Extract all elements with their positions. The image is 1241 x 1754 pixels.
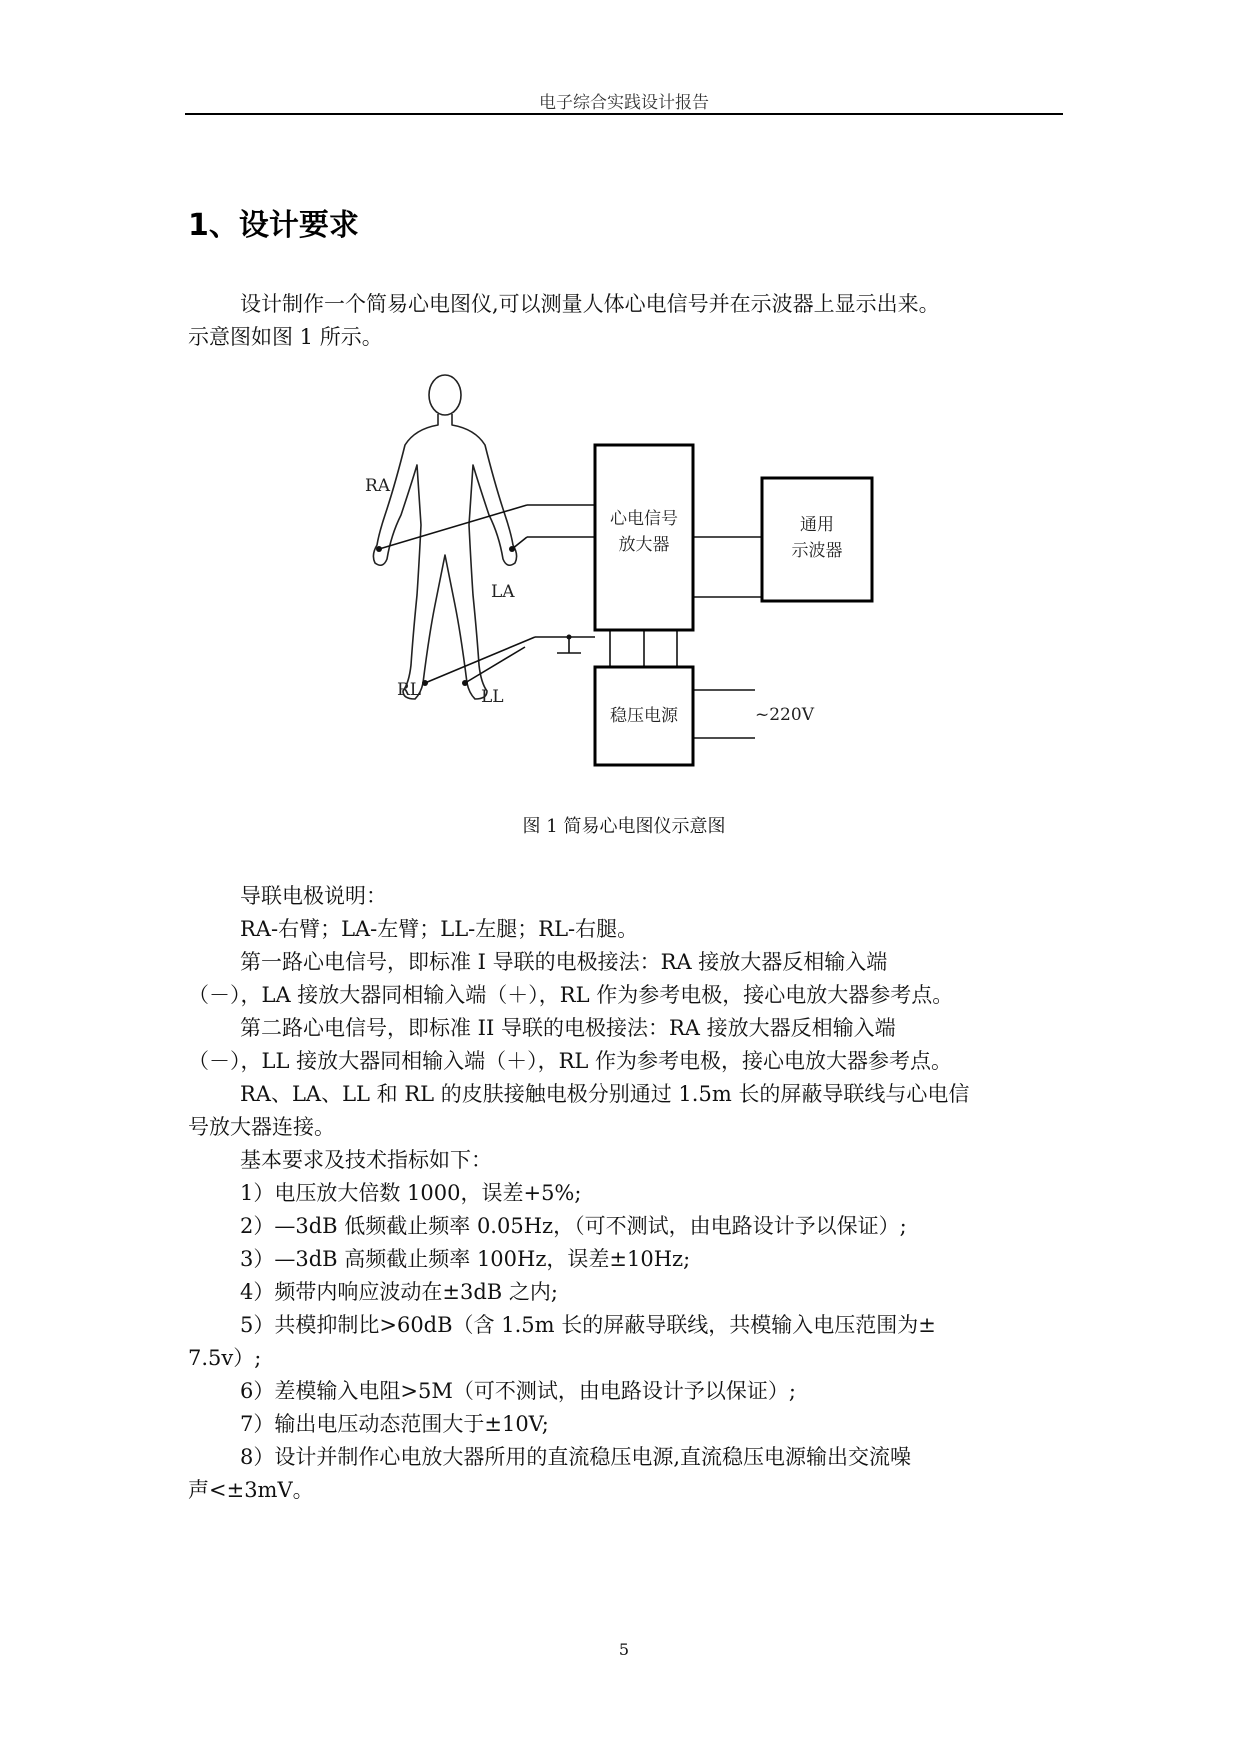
body-line: RA-右臂；LA-左臂；LL-左腿；RL-右腿。 bbox=[240, 917, 639, 941]
requirement-item: 7）输出电压动态范围大于±10V; bbox=[240, 1412, 549, 1436]
psu-label: 稳压电源 bbox=[610, 706, 678, 726]
body-line: 号放大器连接。 bbox=[188, 1115, 335, 1139]
body-line: （－），LL 接放大器同相输入端（＋），RL 作为参考电极，接心电放大器参考点。 bbox=[188, 1049, 952, 1073]
intro-line-1: 设计制作一个简易心电图仪,可以测量人体心电信号并在示波器上显示出来。 bbox=[240, 292, 940, 316]
running-header: 电子综合实践设计报告 bbox=[539, 93, 709, 113]
body-line: RA、LA、LL 和 RL 的皮肤接触电极分别通过 1.5m 长的屏蔽导联线与心电信 bbox=[240, 1082, 970, 1106]
body-line: 基本要求及技术指标如下： bbox=[240, 1148, 492, 1172]
intro-line-2: 示意图如图 1 所示。 bbox=[188, 325, 383, 349]
ra-label: RA bbox=[365, 476, 391, 496]
oscilloscope-box bbox=[762, 478, 872, 601]
amp-label-1: 心电信号 bbox=[610, 509, 678, 529]
requirement-item: 1）电压放大倍数 1000，误差+5%; bbox=[240, 1181, 582, 1205]
human-figure-icon bbox=[373, 375, 516, 699]
requirement-item: 3）—3dB 高频截止频率 100Hz，误差±10Hz; bbox=[240, 1247, 691, 1271]
rl-label: RL bbox=[397, 680, 422, 700]
la-label: LA bbox=[491, 582, 515, 602]
body-line: 第二路心电信号，即标准 II 导联的电极接法：RA 接放大器反相输入端 bbox=[240, 1016, 896, 1040]
osc-label-2: 示波器 bbox=[791, 541, 843, 561]
section-title: 1、设计要求 bbox=[188, 208, 359, 243]
requirement-item: 6）差模输入电阻>5M（可不测试，由电路设计予以保证）; bbox=[240, 1379, 796, 1403]
body-line: （－），LA 接放大器同相输入端（＋），RL 作为参考电极，接心电放大器参考点。 bbox=[188, 983, 954, 1007]
mains-label: ~220V bbox=[755, 705, 814, 725]
body-line: 导联电极说明： bbox=[240, 884, 387, 908]
requirement-item: 2）—3dB 低频截止频率 0.05Hz，（可不测试，由电路设计予以保证）; bbox=[240, 1214, 907, 1238]
lead-wires bbox=[379, 505, 762, 738]
page-number: 5 bbox=[618, 1640, 630, 1659]
ground-junction bbox=[567, 635, 572, 640]
requirement-item: 声<±3mV。 bbox=[188, 1478, 314, 1502]
figure-caption: 图 1 简易心电图仪示意图 bbox=[522, 816, 726, 837]
requirement-item: 7.5v）; bbox=[188, 1346, 262, 1370]
requirement-item: 8）设计并制作心电放大器所用的直流稳压电源,直流稳压电源输出交流噪 bbox=[240, 1445, 912, 1469]
ecg-schematic-figure bbox=[355, 365, 915, 785]
amp-label-2: 放大器 bbox=[618, 535, 670, 555]
ll-label: LL bbox=[481, 687, 504, 707]
requirement-item: 4）频带内响应波动在±3dB 之内; bbox=[240, 1280, 558, 1304]
body-line: 第一路心电信号，即标准 I 导联的电极接法：RA 接放大器反相输入端 bbox=[240, 950, 888, 974]
header-rule bbox=[185, 113, 1063, 115]
osc-label-1: 通用 bbox=[800, 515, 834, 535]
requirement-item: 5）共模抑制比>60dB（含 1.5m 长的屏蔽导联线，共模输入电压范围为± bbox=[240, 1313, 936, 1337]
